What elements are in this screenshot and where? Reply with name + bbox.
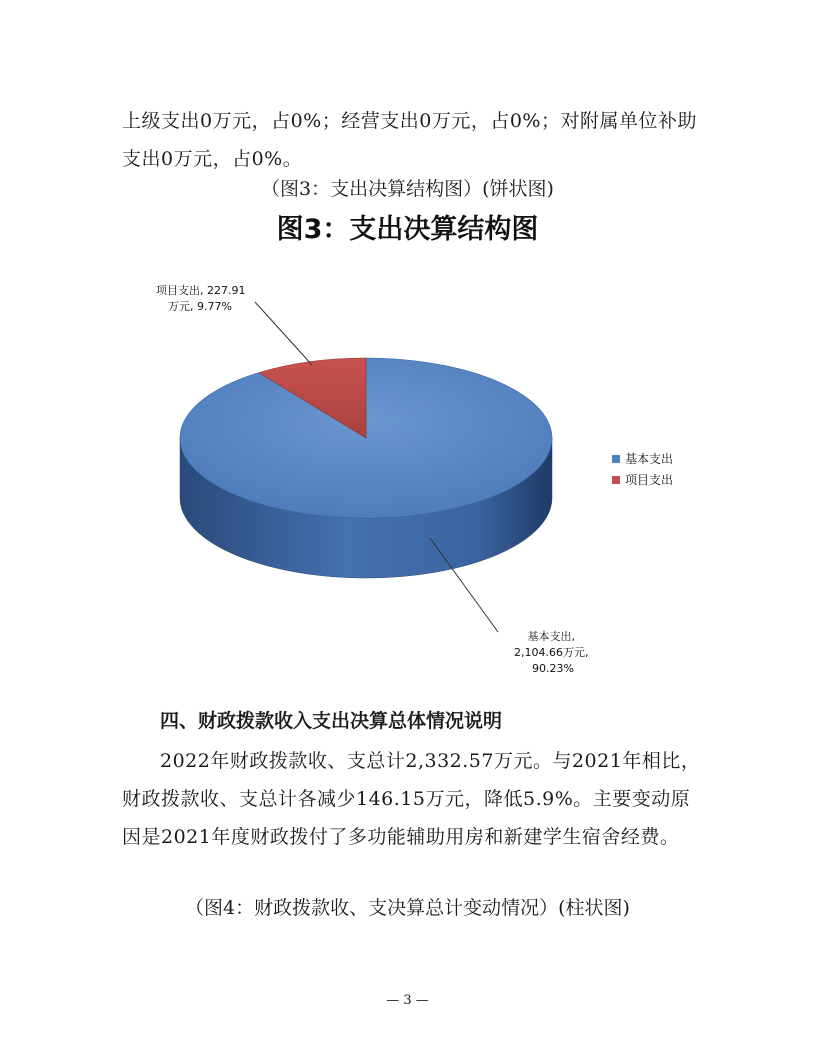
legend-label-basic: 基本支出 [625,452,674,466]
legend-label-project: 项目支出 [625,473,674,487]
data-label-basic-line3: 90.23% [532,662,574,675]
leader-line-project [255,302,312,365]
figure4-caption: （图4：财政拨款收、支决算总计变动情况）(柱状图) [185,897,630,919]
data-label-basic-line1: 基本支出, [527,630,575,643]
data-label-project [156,283,249,313]
data-label-basic [514,629,592,675]
data-label-project-line2: 万元, 9.77% [168,300,232,313]
page-number: — 3 — [386,993,429,1008]
section-heading: 四、财政拨款收入支出决算总体情况说明 [160,710,503,732]
body-paragraph: 2022年财政拨款收、支总计2,332.57万元。与2021年相比，财政拨款收、支总计各减少146.15万元，降低5.9%。主要变动原因是2021年度财政拨付了多功能辅助用房和新建学生宿舍经费。 [122,750,701,848]
legend-swatch-basic [612,455,620,463]
data-label-project-line1: 项目支出, 227.91 [156,284,246,297]
intro-paragraph: 上级支出0万元，占0%；经营支出0万元，占0%；对附属单位补助支出0万元，占0%。 [122,110,697,170]
legend-swatch-project [612,476,620,484]
figure3-caption: （图3：支出决算结构图）(饼状图) [261,178,554,200]
chart-title: 图3：支出决算结构图 [276,214,539,245]
data-label-basic-line2: 2,104.66万元, [514,646,589,659]
pie-chart [0,260,815,690]
chart-legend [612,451,673,487]
